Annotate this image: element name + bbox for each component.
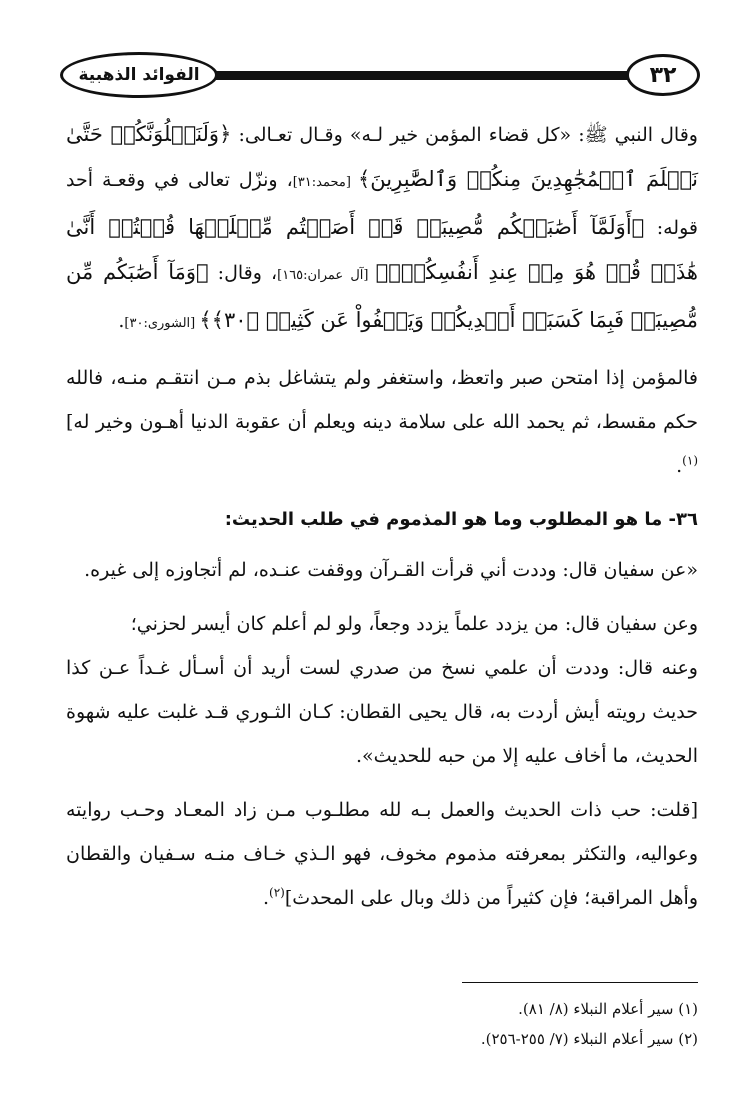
text-span: وعنه قال: وددت أن علمي نسخ من صدري لست أريد أن أسـأل غـداً عـن كذا حديث رويته أيش أردت به، قال يحيى القطان: كـان الثـوري قـد غلبت عليه شهوة الحديث، ما أخاف عليه إلا من حبه للحديث». bbox=[66, 657, 698, 767]
page-number: ٣٢ bbox=[626, 54, 700, 96]
text-span: . bbox=[676, 455, 683, 477]
text-span: [قلت: حب ذات الحديث والعمل بـه لله مطلـوب مـن زاد المعـاد وحـب روايته وعواليه، والتكثر بمعرفته مذموم مخوف، فهو الـذي خـاف منـه سـفيان والقطان وأهل المراقبة؛ فإن كثيراً من ذلك وبال على المحدث] bbox=[66, 799, 698, 909]
verse-citation: [آل عمران:١٦٥] bbox=[277, 268, 376, 283]
text-span: وعن سفيان قال: من يزدد علماً يزدد وجعاً، ولو لم أعلم كان أيسر لحزني؛ bbox=[130, 613, 698, 635]
footnote-marker[interactable]: (٢) bbox=[269, 885, 285, 900]
paragraph-believer bbox=[66, 356, 698, 488]
text-span: وقال النبي ﷺ: «كل قضاء المؤمن خير لـه» وقـال تعـالى: bbox=[231, 124, 698, 146]
footnote-2: (٢) سير أعلام النبلاء (٧/ ٢٥٥-٢٥٦). bbox=[480, 1030, 698, 1048]
page-body bbox=[66, 112, 698, 920]
running-title: الفوائد الذهبية bbox=[60, 52, 218, 98]
paragraph-sufyan-knowledge bbox=[66, 602, 698, 778]
text-span: فالمؤمن إذا امتحن صبر واتعظ، واستغفر ولم يتشاغل بذم مـن انتقـم منـه، فالله حكم مقسط، ثم يحمد الله على سلامة دينه ويعلم أن عقوبة الدنيا أهـون وخير له] bbox=[66, 367, 698, 433]
paragraph-sufyan-quran: «عن سفيان قال: وددت أني قرأت القـرآن ووقفت عنـده، لم أتجاوزه إلى غيره. bbox=[84, 559, 698, 581]
quran-verse: ﴿أَوَلَمَّآ أَصَٰبَتۡكُم مُّصِيبَةٞ قَدۡ أَصَبۡتُم مِّثۡلَيۡهَا قُلۡتُمۡ أَنَّىٰ هَٰذَاۖ قُلۡ هُوَ مِنۡ عِندِ أَنفُسِكُمۡۗ﴾ bbox=[66, 215, 698, 284]
text-span: . bbox=[118, 310, 125, 332]
text-span: ، وقال: bbox=[208, 262, 278, 284]
paragraph-hadith-verses bbox=[66, 112, 698, 346]
footnote-marker[interactable]: (١) bbox=[682, 453, 698, 468]
text-span: ، ونزّل تعالى في وقعـة أحد قوله: bbox=[66, 169, 698, 239]
quran-verse: ﴿وَلَنَبۡلُوَنَّكُمۡ حَتَّىٰ نَعۡلَمَ ٱلۡمُجَٰهِدِينَ مِنكُمۡ وَٱلصَّٰبِرِينَ﴾ bbox=[66, 122, 699, 191]
footnote-divider bbox=[462, 982, 698, 983]
text-span: . bbox=[262, 887, 270, 909]
quran-verse: ﴿وَمَآ أَصَٰبَكُم مِّن مُّصِيبَةٖ فَبِمَا كَسَبَتۡ أَيۡدِيكُمۡ وَيَعۡفُواْ عَن كَثِيرٖ ﴿٣٠﴾﴾ bbox=[66, 260, 698, 332]
page-header bbox=[60, 52, 700, 104]
paragraph-author-comment bbox=[66, 788, 698, 920]
footnote-1: (١) سير أعلام النبلاء (٨/ ٨١). bbox=[518, 1000, 698, 1018]
verse-citation: [محمد:٣١] bbox=[292, 175, 358, 190]
header-rule bbox=[210, 71, 630, 80]
footnotes bbox=[58, 994, 698, 1054]
verse-citation: [الشورى:٣٠] bbox=[124, 316, 200, 331]
section-heading: ٣٦- ما هو المطلوب وما هو المذموم في طلب الحديث: bbox=[224, 509, 698, 530]
